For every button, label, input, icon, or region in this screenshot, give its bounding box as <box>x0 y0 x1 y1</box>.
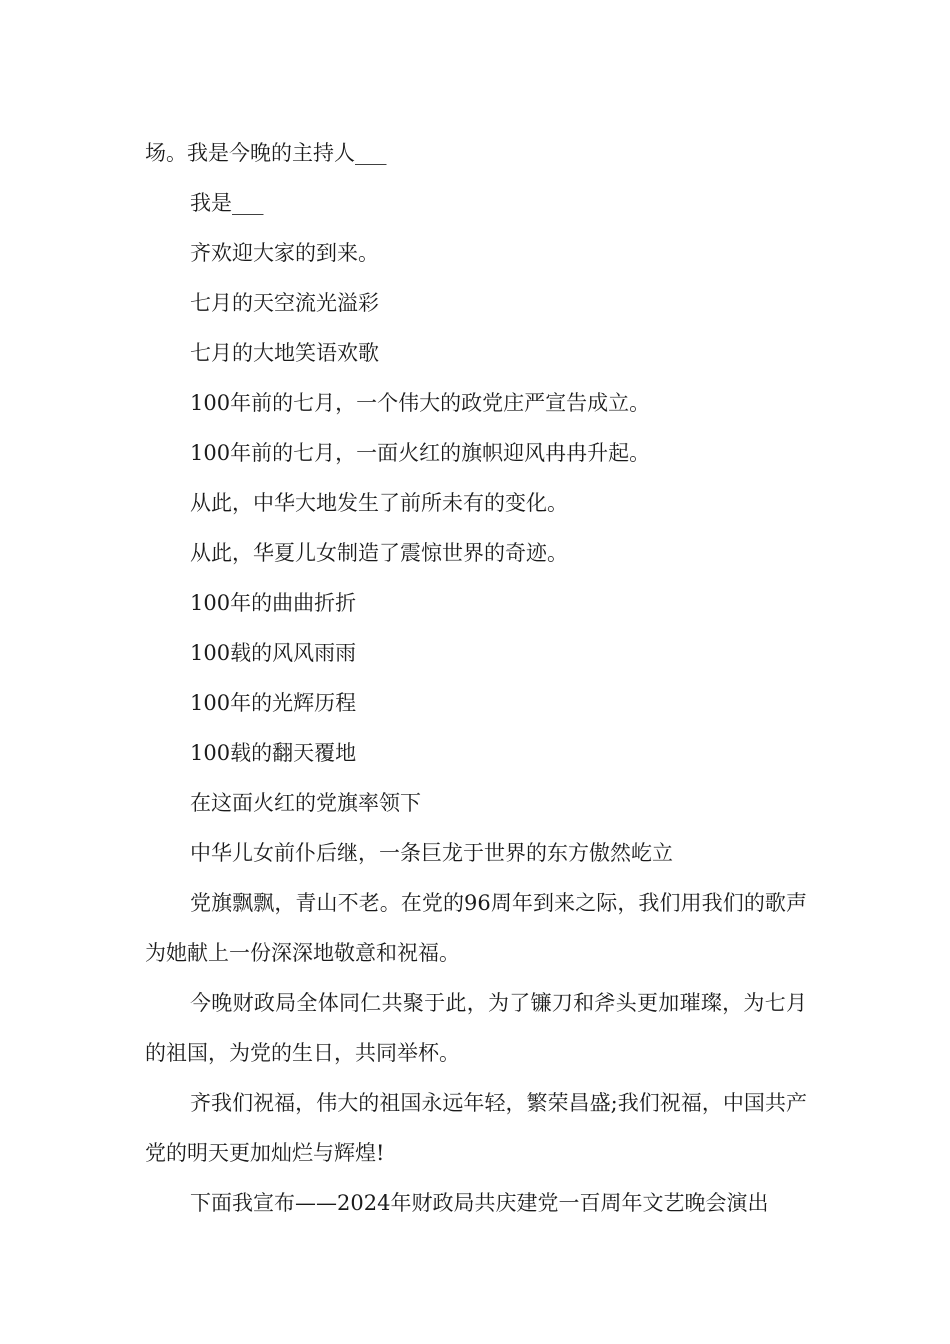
paragraph-3: 齐欢迎大家的到来。 <box>190 241 379 265</box>
paragraph-7: 100年前的七月，一面火红的旗帜迎风冉冉升起。 <box>190 441 651 465</box>
paragraph-16: 党旗飘飘，青山不老。在党的96周年到来之际，我们用我们的歌声为她献上一份深深地敬意和祝福。 <box>145 891 807 965</box>
paragraph-15: 中华儿女前仆后继，一条巨龙于世界的东方傲然屹立 <box>190 841 673 865</box>
paragraph-12: 100年的光辉历程 <box>190 691 357 715</box>
paragraph-8: 从此，中华大地发生了前所未有的变化。 <box>190 491 568 515</box>
paragraph-2: 我是___ <box>190 191 264 215</box>
paragraph-6: 100年前的七月，一个伟大的政党庄严宣告成立。 <box>190 391 651 415</box>
paragraph-9: 从此，华夏儿女制造了震惊世界的奇迹。 <box>190 541 568 565</box>
paragraph-5: 七月的大地笑语欢歌 <box>190 341 379 365</box>
paragraph-4: 七月的天空流光溢彩 <box>190 291 379 315</box>
paragraph-17: 今晚财政局全体同仁共聚于此，为了镰刀和斧头更加璀璨，为七月的祖国，为党的生日，共同举杯。 <box>145 991 807 1065</box>
document-body <box>145 128 807 1228</box>
paragraph-18: 齐我们祝福，伟大的祖国永远年轻，繁荣昌盛;我们祝福，中国共产党的明天更加灿烂与辉煌! <box>145 1091 807 1165</box>
paragraph-1: 场。我是今晚的主持人___ <box>145 141 387 165</box>
paragraph-13: 100载的翻天覆地 <box>190 741 357 765</box>
paragraph-14: 在这面火红的党旗率领下 <box>190 791 421 815</box>
paragraph-11: 100载的风风雨雨 <box>190 641 357 665</box>
paragraph-10: 100年的曲曲折折 <box>190 591 357 615</box>
paragraph-19: 下面我宣布——2024年财政局共庆建党一百周年文艺晚会演出 <box>190 1191 769 1215</box>
